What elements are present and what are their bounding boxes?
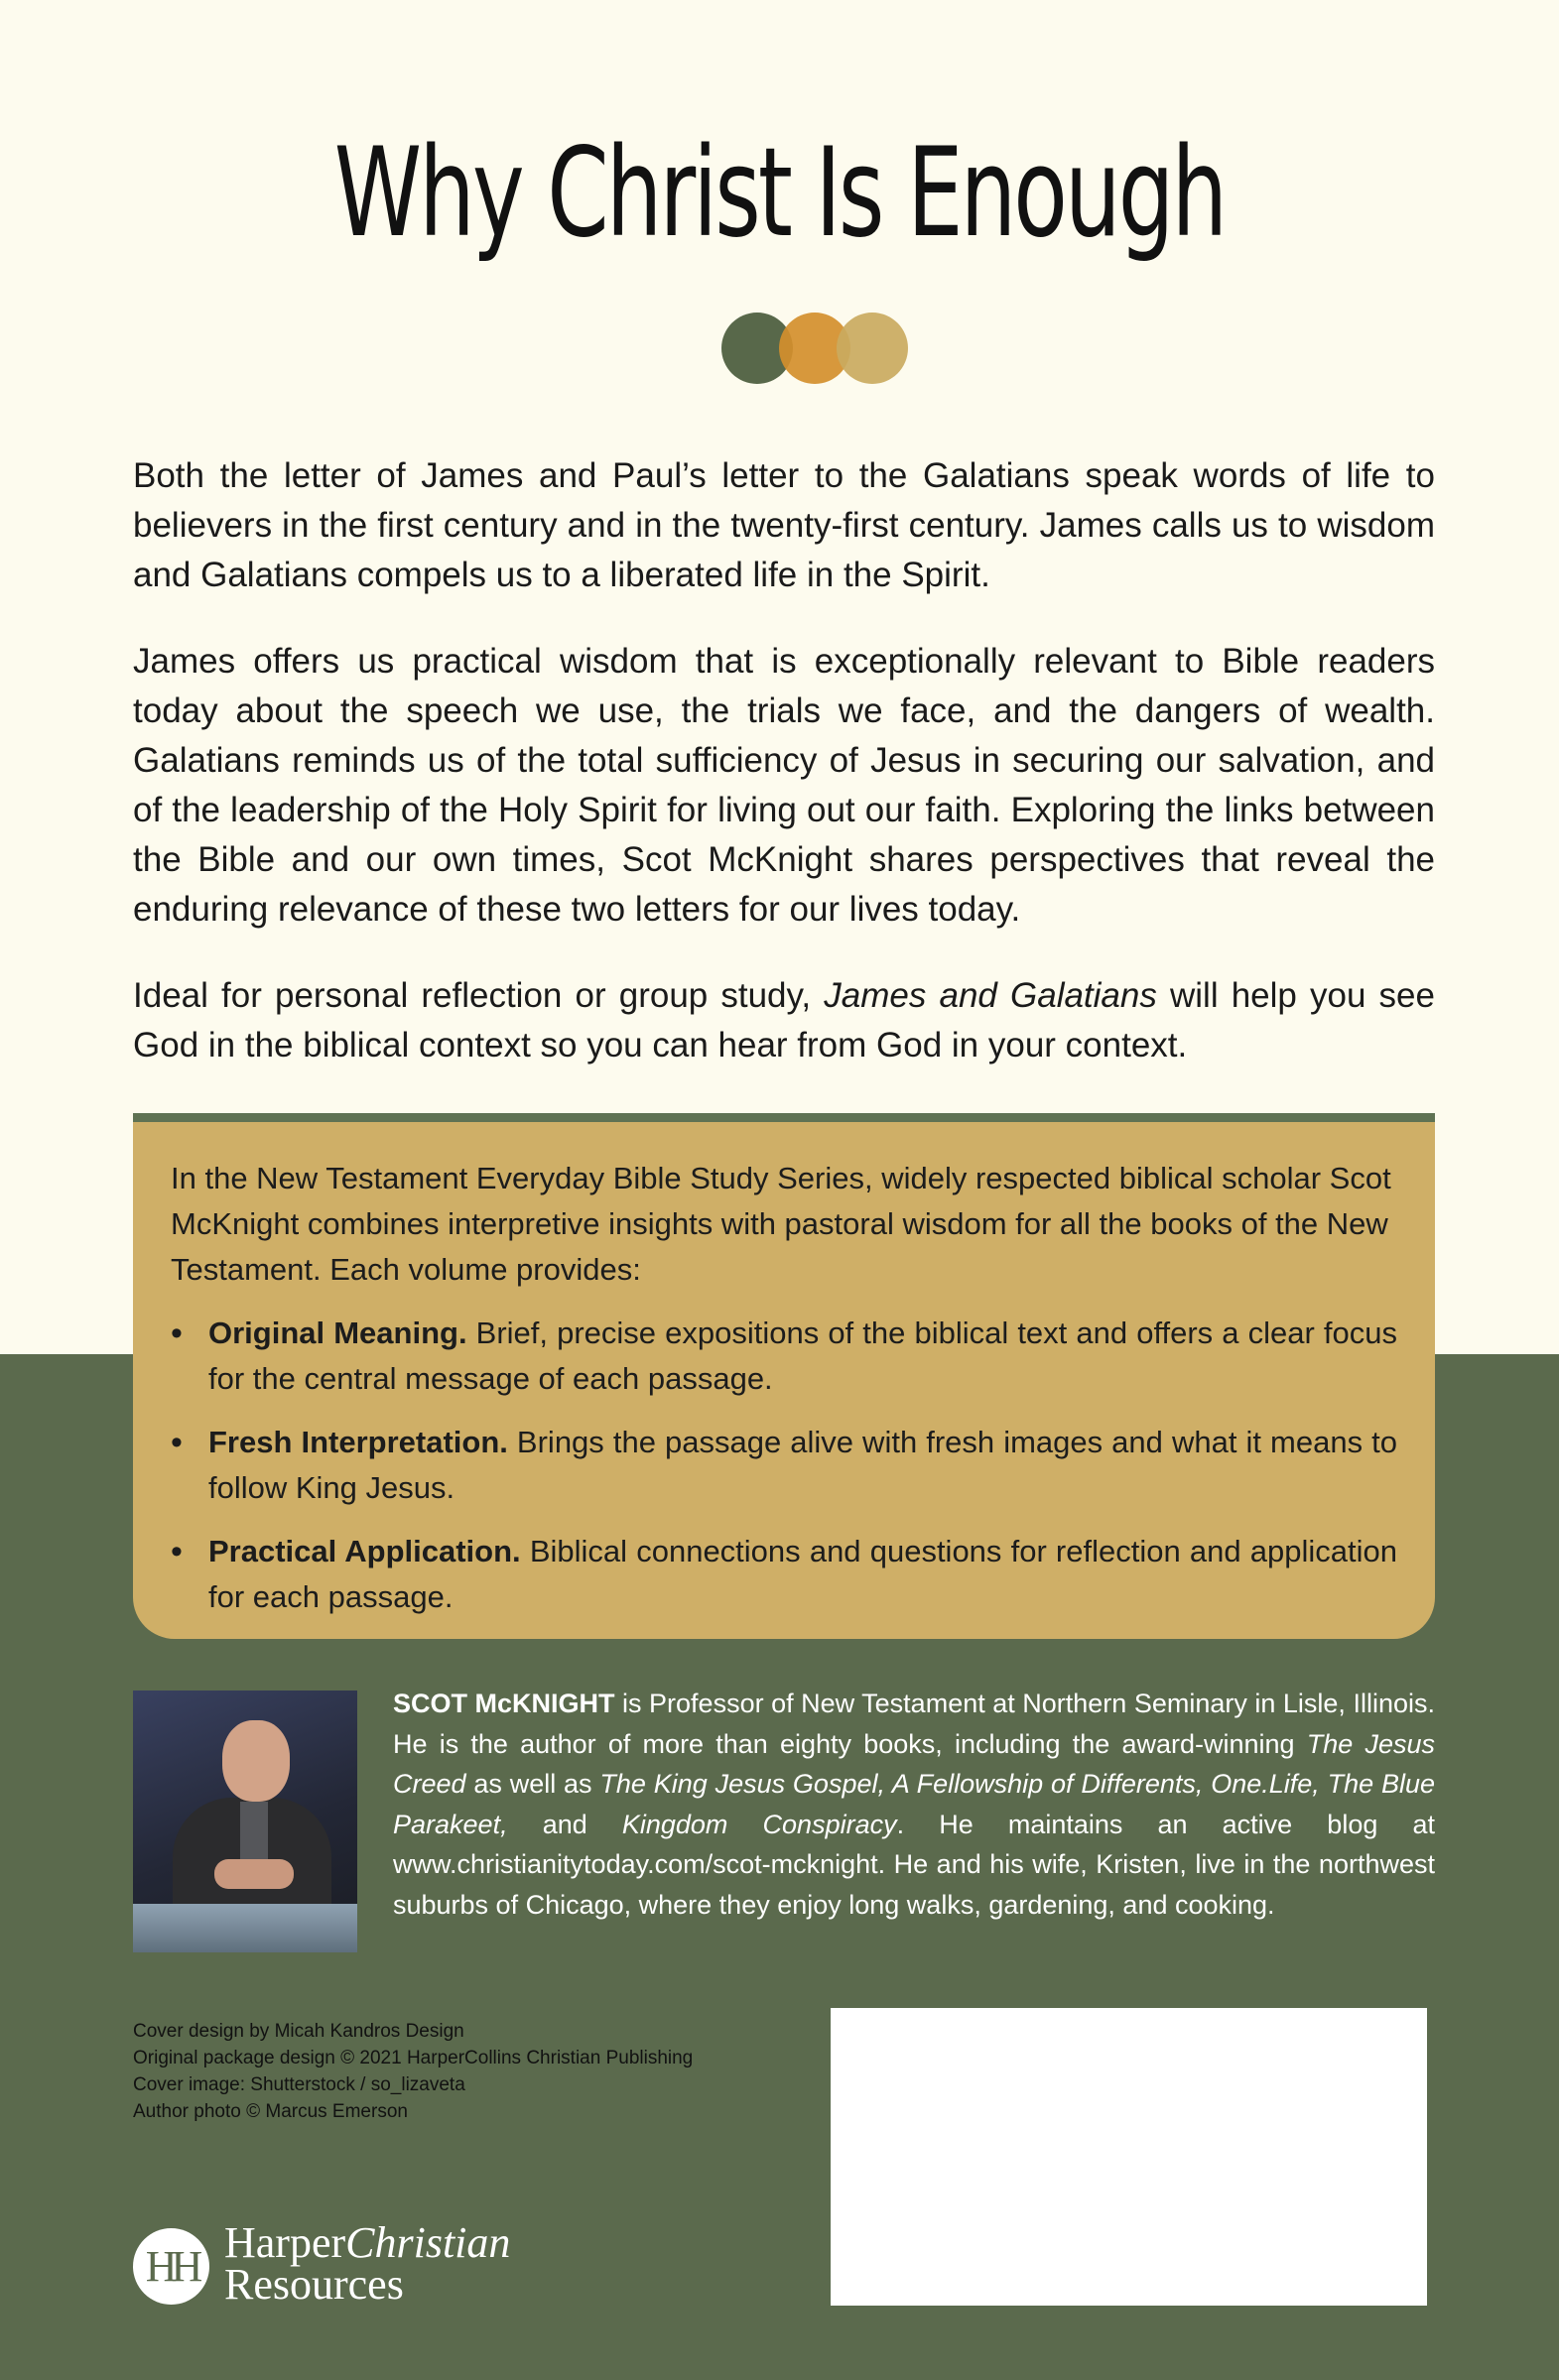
series-info-box (133, 1113, 1435, 1639)
credit-line: Author photo © Marcus Emerson (133, 2101, 408, 2122)
credit-line: Cover design by Micah Kandros Design (133, 2021, 464, 2042)
author-bio: SCOT McKNIGHT is Professor of New Testament at Northern Seminary in Lisle, Illinois. He is the author of more than eighty books, including the award-winning The Jesus Creed as well as The King Jesus Gospel, A Fellowship of Differents, One.Life, The Blue Parakeet, and Kingdom Conspiracy. He maintains an active blog at www.christianitytoday.com/scot-mcknight. He and his wife, Kristen, live in the northwest suburbs of Chicago, where they enjoy long walks, gardening, and cooking. (393, 1689, 1435, 1920)
list-item: • Original Meaning. Brief, precise expositions of the biblical text and offers a clear focus for the central message of each passage. (208, 1311, 1397, 1402)
series-intro: In the New Testament Everyday Bible Study Series, widely respected biblical scholar Scot McKnight combines interpretive insights with pastoral wisdom for all the books of the New Testament. Each volume provides: (171, 1161, 1391, 1287)
list-item: • Practical Application. Biblical connections and questions for reflection and application for each passage. (208, 1529, 1397, 1620)
publisher-logo (133, 2218, 550, 2312)
description (133, 451, 1435, 1107)
description-paragraph-1: Both the letter of James and Paul’s letter to the Galatians speak words of life to believers in the first century and in the twenty-first century. James calls us to wisdom and Galatians compels us to a liberated life in the Spirit. (133, 456, 1435, 594)
book-title: Why Christ Is Enough (333, 122, 1226, 265)
barcode-area (831, 2008, 1427, 2306)
list-item: • Fresh Interpretation. Brings the passage alive with fresh images and what it means to follow King Jesus. (208, 1420, 1397, 1511)
tan-circle (837, 313, 908, 384)
credit-line: Original package design © 2021 HarperCollins Christian Publishing (133, 2048, 694, 2068)
credit-line: Cover image: Shutterstock / so_lizaveta (133, 2074, 465, 2095)
series-feature-list (171, 1311, 1397, 1620)
cover-credits (133, 2018, 693, 2125)
author-name: SCOT McKNIGHT (393, 1689, 615, 1718)
hh-monogram-icon: HH (133, 2228, 209, 2305)
three-circles-emblem (721, 313, 908, 384)
book-name: James and Galatians (824, 976, 1157, 1015)
description-paragraph-2: James offers us practical wisdom that is exceptionally relevant to Bible readers today about the speech we use, the trials we face, and the dangers of wealth. Galatians reminds us of the total sufficiency of Jesus in securing our salvation, and of the leadership of the Holy Spirit for living out our faith. Exploring the links between the Bible and our own times, Scot McKnight shares perspectives that reveal the enduring relevance of these two letters for our lives today. (133, 642, 1435, 929)
description-paragraph-3: Ideal for personal reflection or group study, James and Galatians will help you see God in the biblical context so you can hear from God in your context. (133, 976, 1435, 1065)
author-photo (133, 1691, 357, 1952)
publisher-name: HarperChristian Resources (224, 2218, 511, 2309)
